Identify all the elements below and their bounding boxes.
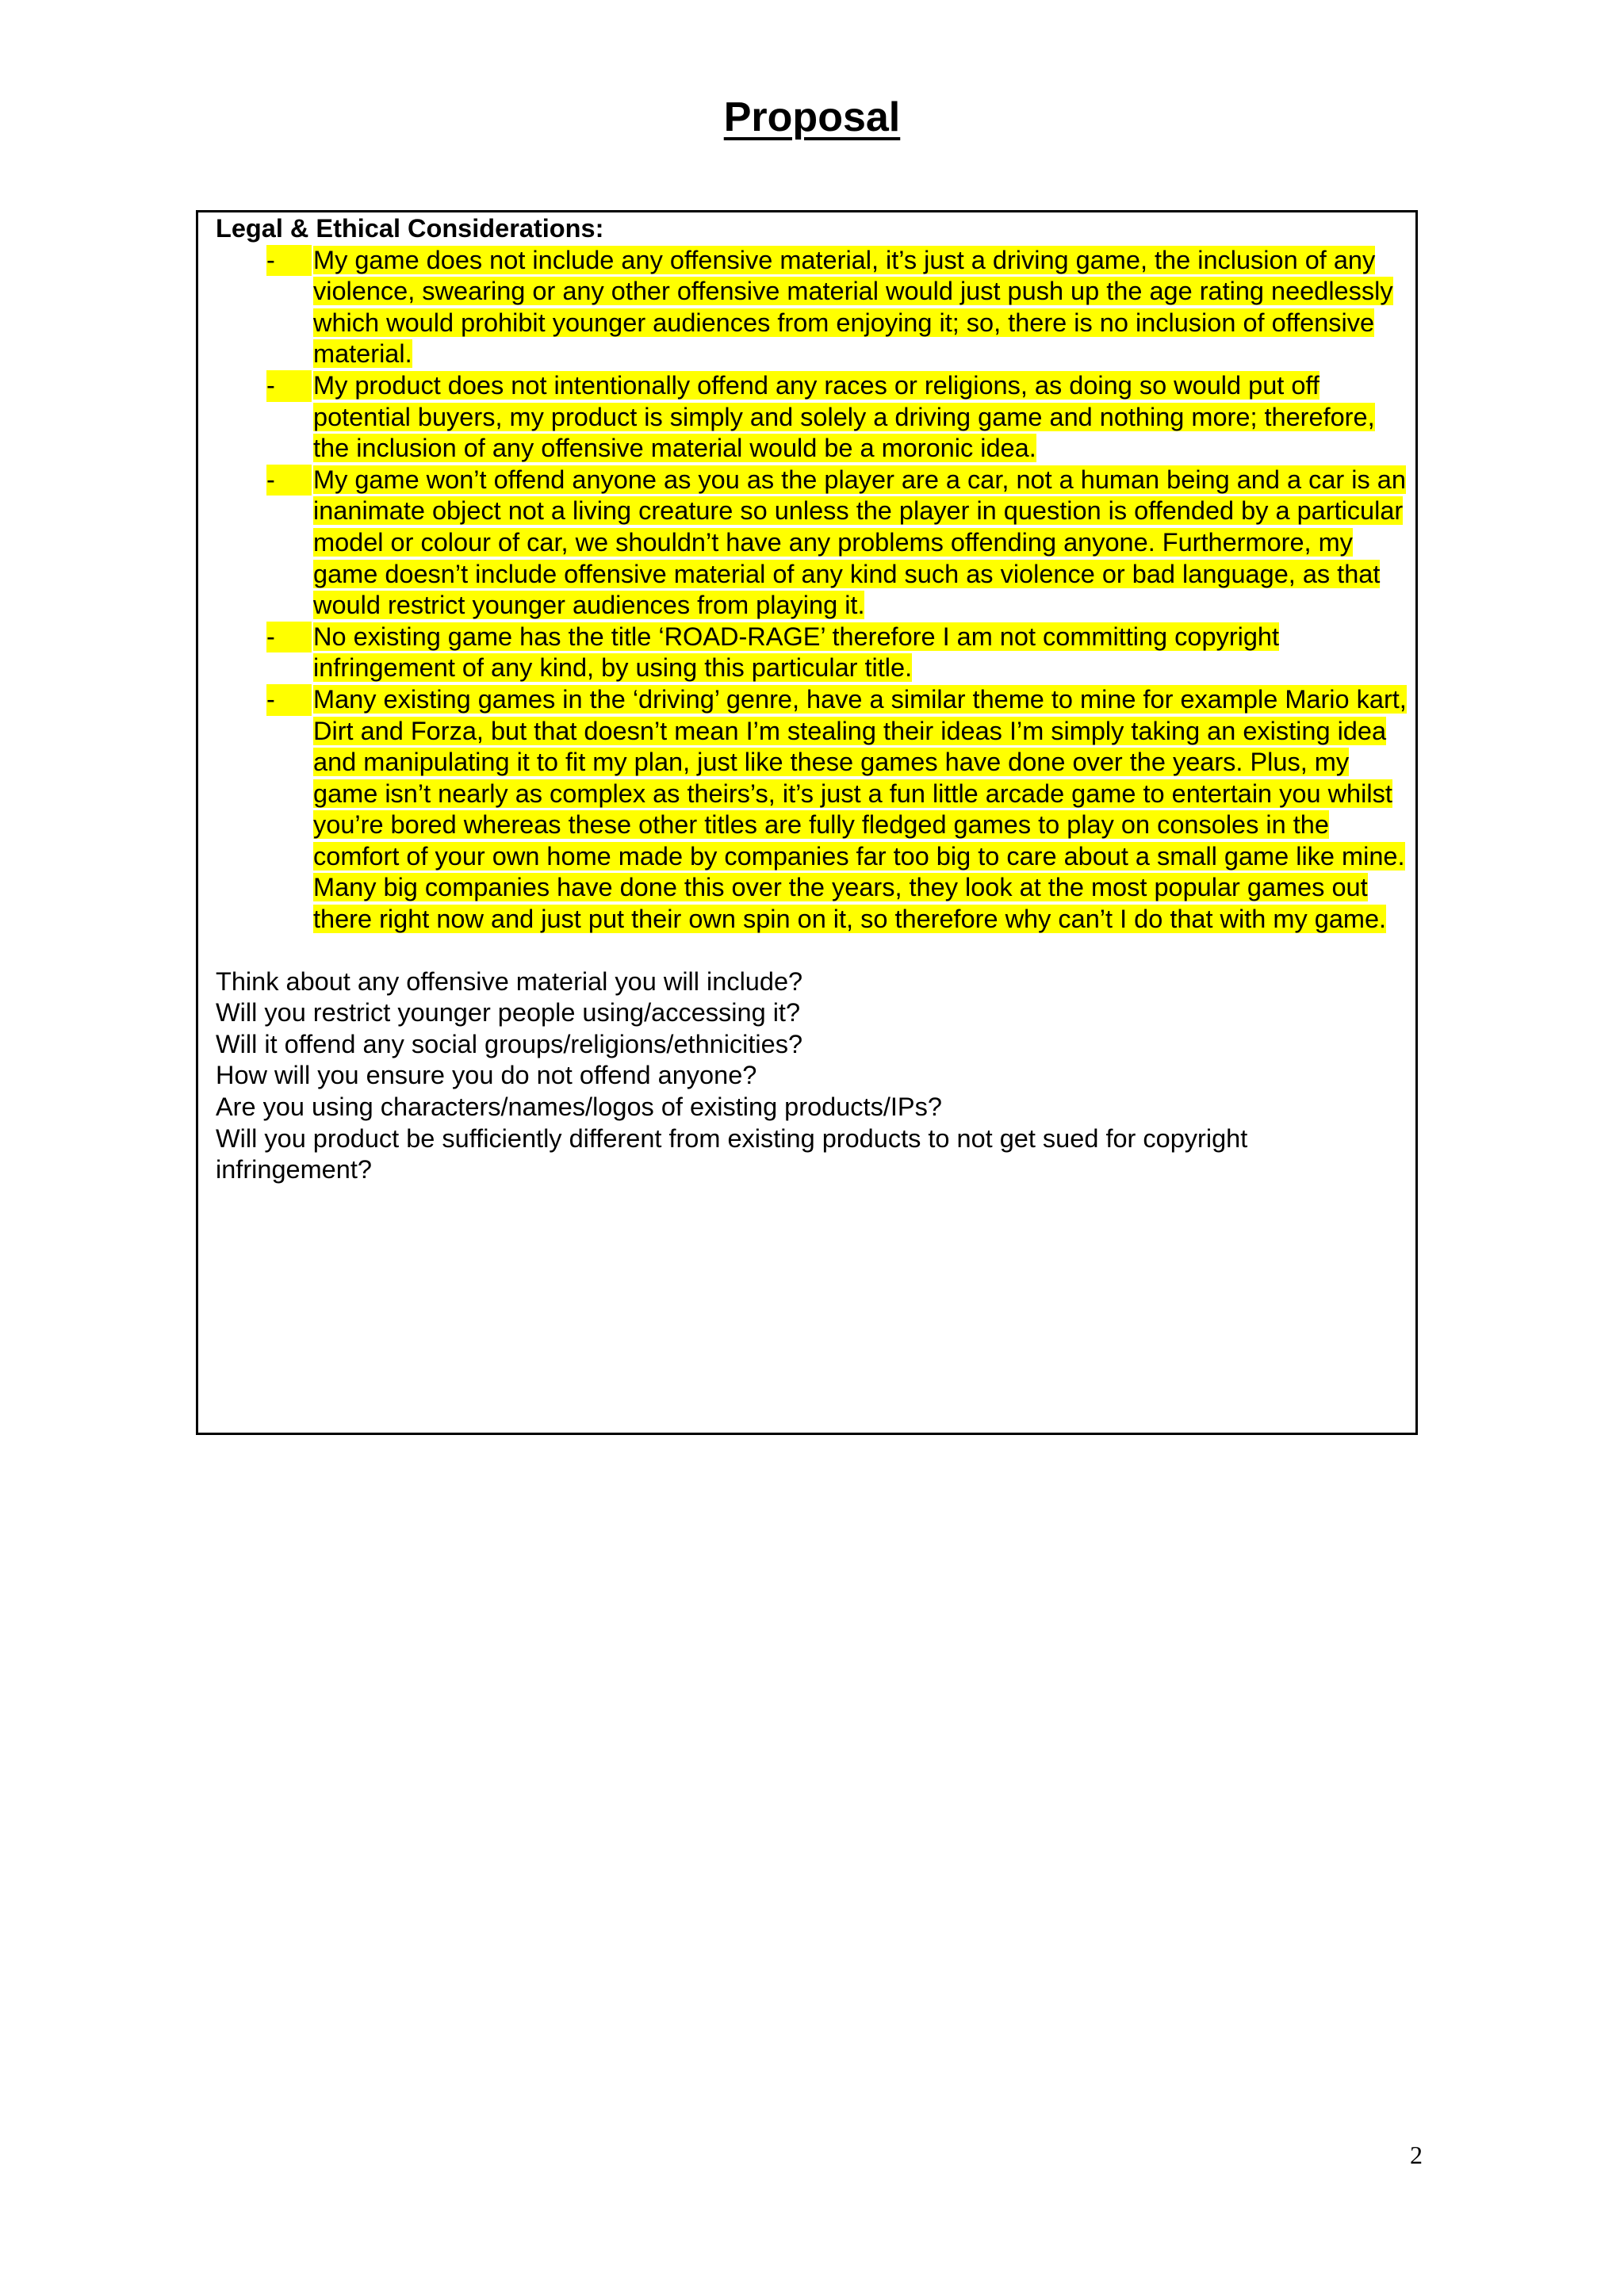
bullet-text: My game won’t offend anyone as you as the player are a car, not a human being and a car is an inanimate object not a living creature so unless the player in question is offended by a particular model or colour of car, we shouldn’t have any problems offending anyone. Furthermore, my game doesn’t include offensive material of any kind such as violence or bad language, as that would restrict younger audiences from playing it. bbox=[313, 465, 1406, 620]
bullet-dash: - bbox=[266, 684, 275, 714]
bullet-marker bbox=[266, 465, 312, 496]
list-item bbox=[216, 684, 1408, 936]
guidance-prompts bbox=[216, 966, 1408, 1186]
prompt-line: Think about any offensive material you will include? bbox=[216, 966, 803, 996]
bullet-dash: - bbox=[266, 370, 275, 400]
considerations-content bbox=[216, 212, 1408, 1186]
bullet-text: Many existing games in the ‘driving’ genre, have a similar theme to mine for example Mario kart, Dirt and Forza, but that doesn’t mean I’m stealing their ideas I’m simply taking an existing idea and manipulating it to fit my plan, just like these games have done over the years. Plus, my game isn’t nearly as complex as theirs’s, it’s just a fun little arcade game to entertain you whilst you’re bored whereas these other titles are fully fledged games to play on consoles in the comfort of your own home made by companies far too big to care about a small game like mine. Many big companies have done this over the years, they look at the most popular games out there right now and just put their own spin on it, so therefore why can’t I do that with my game. bbox=[313, 684, 1407, 934]
bullet-text: My game does not include any offensive material, it’s just a driving game, the inclusion of any violence, swearing or any other offensive material would just push up the age rating needlessly which would prohibit younger audiences from enjoying it; so, there is no inclusion of offensive material. bbox=[313, 245, 1393, 369]
page-number: 2 bbox=[1410, 2141, 1423, 2169]
bullet-dash: - bbox=[266, 245, 275, 274]
bullet-marker bbox=[266, 370, 312, 402]
section-heading: Legal & Ethical Considerations: bbox=[216, 214, 604, 243]
prompt-line: Will you product be sufficiently different from existing products to not get sued for copyright infringement? bbox=[216, 1123, 1248, 1184]
bullet-text: My product does not intentionally offend any races or religions, as doing so would put off potential buyers, my product is simply and solely a driving game and nothing more; therefore, the inclusion of any offensive material would be a moronic idea. bbox=[313, 370, 1375, 463]
bullet-text: No existing game has the title ‘ROAD-RAGE’ therefore I am not committing copyright infringement of any kind, by using this particular title. bbox=[313, 622, 1280, 683]
list-item bbox=[216, 245, 1408, 370]
bullet-marker bbox=[266, 622, 312, 653]
prompt-line: Will it offend any social groups/religions/ethnicities? bbox=[216, 1029, 803, 1058]
prompt-line: Are you using characters/names/logos of existing products/IPs? bbox=[216, 1093, 942, 1122]
prompt-line: How will you ensure you do not offend anyone? bbox=[216, 1061, 757, 1090]
bullet-dash: - bbox=[266, 465, 275, 494]
bullet-marker bbox=[266, 684, 312, 716]
list-item bbox=[216, 370, 1408, 465]
bullet-dash: - bbox=[266, 622, 275, 651]
prompt-line: Will you restrict younger people using/accessing it? bbox=[216, 998, 801, 1027]
list-item bbox=[216, 465, 1408, 622]
considerations-box bbox=[196, 210, 1418, 1435]
list-item bbox=[216, 622, 1408, 684]
bullet-marker bbox=[266, 245, 312, 277]
considerations-list bbox=[216, 245, 1408, 936]
page-title: Proposal bbox=[723, 94, 901, 140]
